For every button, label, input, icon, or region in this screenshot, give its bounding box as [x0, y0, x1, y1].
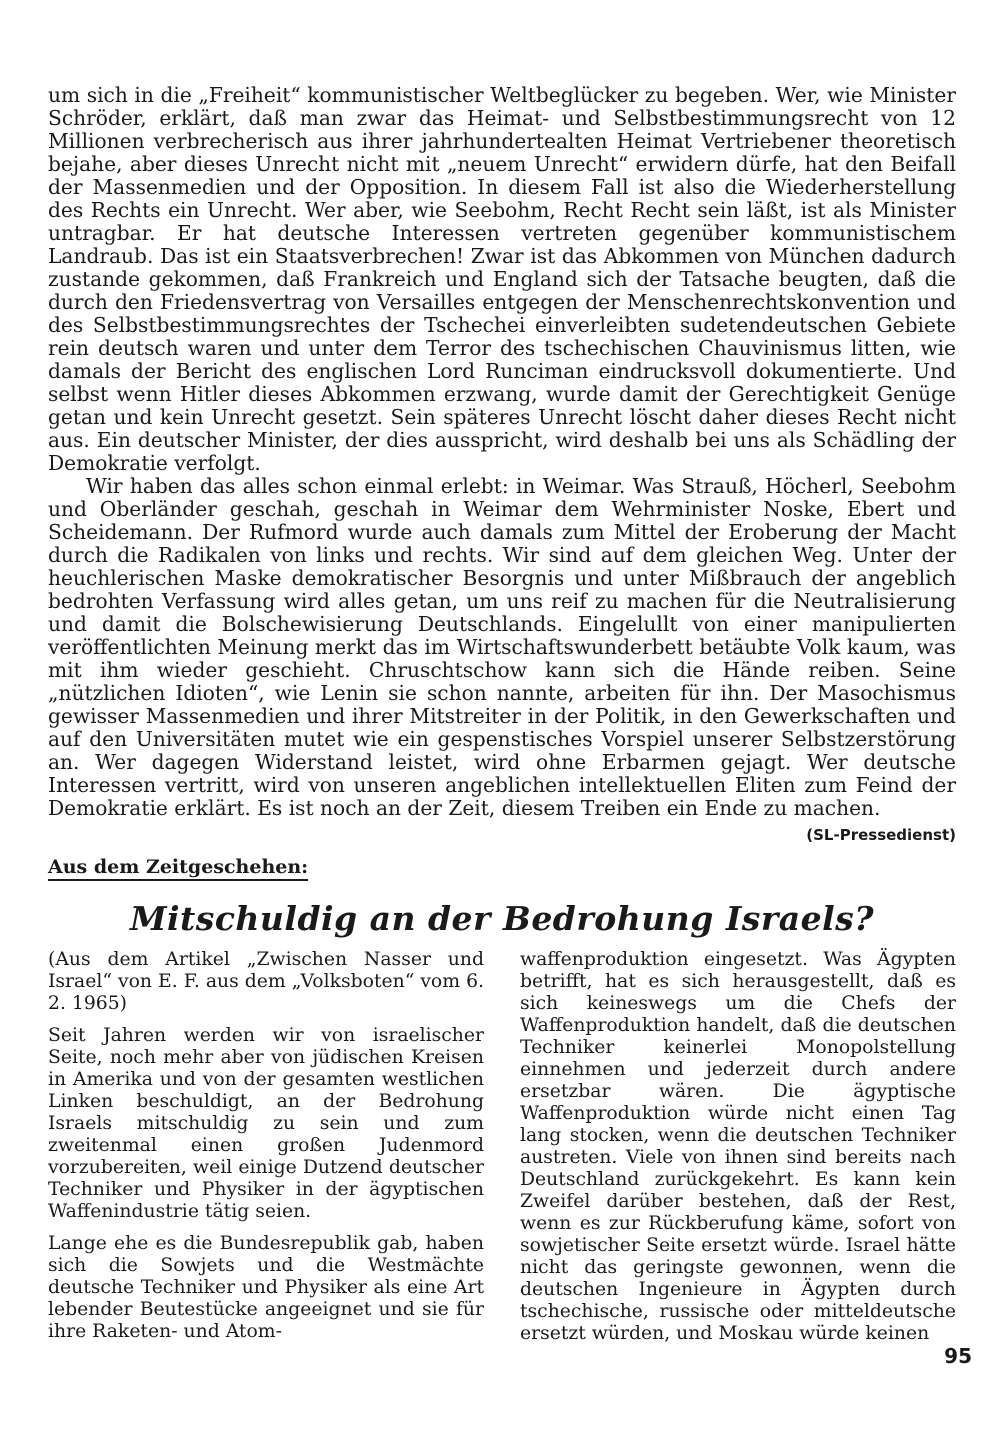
article-columns: [48, 949, 956, 1345]
article-title: Mitschuldig an der Bedrohung Israels?: [129, 899, 875, 938]
article-source-note: (Aus dem Artikel „Zwischen Nasser und Israel“ von E. F. aus dem „Volksboten“ vom 6. 2. 1965): [48, 949, 484, 1014]
section-label: Aus dem Zeitgeschehen:: [48, 856, 308, 881]
page-number: 95: [944, 1344, 972, 1368]
intro-paragraph-2: Wir haben das alles schon einmal erlebt: in Weimar. Was Strauß, Höcherl, Seebohm und Oberländer geschah, geschah in Weimar dem Wehrminister Noske, Ebert und Scheidemann. Der Rufmord wurde auch damals zum Mittel der Eroberung der Macht durch die Radikalen von links und rechts. Wir sind auf dem gleichen Weg. Unter der heuchlerischen Maske demokratischer Besorgnis und unter Mißbrauch der angeblich bedrohten Verfassung wird alles getan, um uns reif zu machen für die Neutralisierung und damit die Bolschewisierung Deutschlands. Eingelullt von einer manipulierten veröffentlichten Meinung merkt das im Wirtschaftswunderbett betäubte Volk kaum, was mit ihm wieder geschieht. Chruschtschow kann sich die Hände reiben. Seine „nützlichen Idioten“, wie Lenin sie schon nannte, arbeiten für ihn. Der Masochismus gewisser Massenmedien und ihrer Mitstreiter in der Politik, in den Gewerkschaften und auf den Universitäten mutet wie ein gespenstisches Vorspiel unserer Selbstzerstörung an. Wer dagegen Widerstand leistet, wird ohne Erbarmen gejagt. Wer deutsche Interessen vertritt, wird von unseren angeblichen intellektuellen Eliten zum Feind der Demokratie erklärt. Es ist noch an der Zeit, diesem Treiben ein Ende zu machen.: [48, 474, 956, 820]
article-paragraph-3: waffenproduktion eingesetzt. Was Ägypten betrifft, hat es sich herausgestellt, daß es sich keineswegs um die Chefs der Waffenproduktion handelt, daß die deutschen Techniker keinerlei Monopolstellung einnehmen und jederzeit durch andere ersetzbar wären. Die ägyptische Waffenproduktion würde nicht einen Tag lang stocken, wenn die deutschen Techniker austreten. Viele von ihnen sind bereits nach Deutschland zurückgekehrt. Es kann kein Zweifel darüber bestehen, daß der Rest, wenn es zur Rückberufung käme, sofort von sowjetischer Seite ersetzt würde. Israel hätte nicht das geringste gewonnen, wenn die deutschen Ingenieure in Ägypten durch tschechische, russische oder mitteldeutsche ersetzt würden, und Moskau würde keinen: [520, 949, 956, 1344]
article-paragraph-1: Seit Jahren werden wir von israelischer Seite, noch mehr aber von jüdischen Kreisen in Amerika und von der gesamten westlichen Linken beschuldigt, an der Bedrohung Israels mitschuldig zu sein und zum zweitenmal einen großen Judenmord vorzubereiten, weil einige Dutzend deutscher Techniker und Physiker in der ägyptischen Waffenindustrie tätig seien.: [48, 1025, 484, 1222]
source-credit: (SL-Pressedienst): [806, 826, 956, 844]
right-column: [520, 949, 956, 1345]
intro-paragraph-1: um sich in die „Freiheit“ kommunistischer Weltbeglücker zu begeben. Wer, wie Minister Schröder, erklärt, daß man zwar das Heimat- und Selbstbestimmungsrecht von 12 Millionen verbrecherisch aus ihrer jahrhundertealten Heimat Vertriebener theoretisch bejahe, aber dieses Unrecht nicht mit „neuem Unrecht“ erwidern dürfe, hat den Beifall der Massenmedien und der Opposition. In diesem Fall ist also die Wiederherstellung des Rechts ein Unrecht. Wer aber, wie Seebohm, Recht Recht sein läßt, ist als Minister untragbar. Er hat deutsche Interessen vertreten gegenüber kommunistischem Landraub. Das ist ein Staatsverbrechen! Zwar ist das Abkommen von München dadurch zustande gekommen, daß Frankreich und England sich der Tatsache beugten, daß die durch den Friedensvertrag von Versailles entgegen der Menschenrechtskonvention und des Selbstbestimmungsrechtes der Tschechei einverleibten sudetendeutschen Gebiete rein deutsch waren und unter dem Terror des tschechischen Chauvinismus litten, wie damals der Bericht des englischen Lord Runciman eindrucksvoll dokumentierte. Und selbst wenn Hitler dieses Abkommen erzwang, wurde damit der Gerechtigkeit Genüge getan und kein Unrecht gesetzt. Sein späteres Unrecht löscht daher dieses Recht nicht aus. Ein deutscher Minister, der dies ausspricht, wird deshalb bei uns als Schädling der Demokratie verfolgt.: [48, 83, 956, 475]
article-paragraph-2: Lange ehe es die Bundesrepublik gab, haben sich die Sowjets und die Westmächte deutsche Techniker und Physiker als eine Art lebender Beutestücke angeeignet und sie für ihre Raketen- und Atom-: [48, 1233, 484, 1342]
page-content: [48, 84, 956, 1345]
left-column: [48, 949, 484, 1345]
